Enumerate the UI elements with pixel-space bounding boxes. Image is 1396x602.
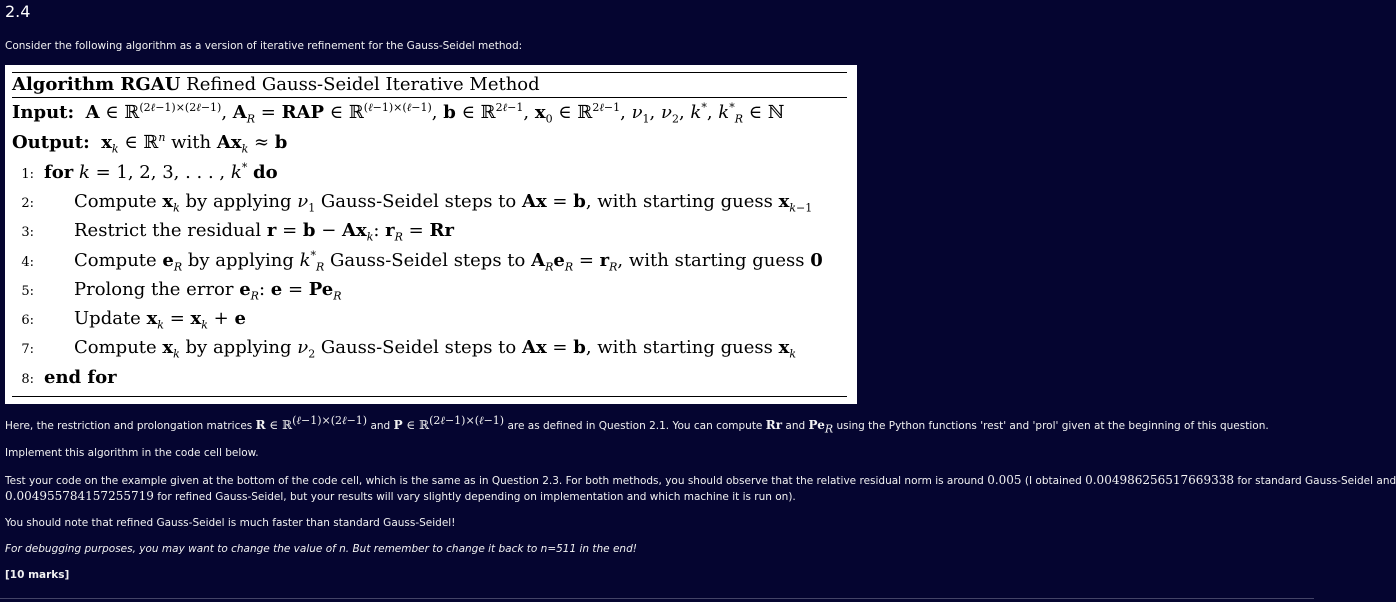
step-4: 4: Compute $e_R$ by applying $k^*_R$ Gauss-Seidel steps to $A_Re_R = r_R$, with starting guess 0: [21, 249, 823, 274]
value-refined: 0.004955784157255719: [5, 489, 154, 503]
cell-divider: [0, 598, 1314, 599]
math-Rr: Rr: [765, 418, 783, 432]
value-around: 0.005: [987, 473, 1022, 487]
algorithm-box: [5, 65, 857, 404]
step-1-text: for k = 1, 2, 3, . . . , k* do: [44, 161, 278, 183]
output-line: [12, 131, 287, 155]
step-1: 1: for k = 1, 2, 3, . . . , k* do: [21, 161, 278, 183]
question-heading: 2.4: [5, 2, 31, 21]
step-8: 8: end for: [21, 367, 117, 388]
input-spec: A ∈ ℝ$^{(2\ell-1)\times(2\ell-1)}$, $A_R$ = RAP ∈ ℝ$^{(\ell-1)\times(\ell-1)}$, b ∈ ℝ$^{2\ell-1}$, $x_0$ ∈ ℝ$^{2\ell-1}$, $\nu_1$, $\nu_2$, k*, $k^*_R$ ∈ ℕ: [85, 101, 785, 126]
paragraph-test-line1: Test your code on the example given at the bottom of the code cell, which is the same as in Question 2.3. For both methods, you should observe that the relative residual norm is around 0.005 (I obtained 0.004986256517669338 for standard Gauss-Seidel and: [5, 473, 1396, 487]
paragraph-debug: For debugging purposes, you may want to change the value of n. But remember to change it back to n=511 in the end!: [5, 543, 637, 555]
step-5: 5: Prolong the error $e_R$: $e = Pe_R$: [21, 279, 342, 303]
step-6: 6: Update $x_k = x_k + e$: [21, 308, 246, 332]
paragraph-note: You should note that refined Gauss-Seidel is much faster than standard Gauss-Seidel!: [5, 517, 456, 529]
title-rule: [12, 97, 847, 98]
math-PeR: $Pe_R$: [808, 418, 834, 436]
algorithm-name: Algorithm RGAU: [12, 74, 181, 95]
input-line: [12, 101, 784, 125]
math-P: P ∈ ℝ$^{(2\ell-1)\times(\ell-1)}$: [393, 414, 505, 432]
step-2: 2: Compute $x_k$ by applying $\nu_1$ Gauss-Seidel steps to Ax = b, with starting guess $x_{k-1}$: [21, 191, 813, 215]
output-label: Output:: [12, 132, 90, 153]
step-2-text: Compute $x_k$ by applying $\nu_1$ Gauss-Seidel steps to Ax = b, with starting guess $x_{k-1}$: [74, 191, 813, 215]
step-8-text: end for: [44, 367, 117, 388]
paragraph-test-line2: 0.004955784157255719 for refined Gauss-Seidel, but your results will vary slightly depending on implementation and which machine it is run on).: [5, 489, 796, 503]
paragraph-matrices: Here, the restriction and prolongation matrices R ∈ ℝ$^{(\ell-1)\times(2\ell-1)}$ and P ∈ ℝ$^{(2\ell-1)\times(\ell-1)}$ are as defined in Question 2.1. You can compute Rr and $Pe_R$ using the Python functions 'rest' and 'prol' given at the beginning of this question.: [5, 414, 1269, 436]
input-label: Input:: [12, 102, 75, 123]
step-6-text: Update $x_k = x_k + e$: [74, 308, 246, 332]
algorithm-title: [12, 73, 540, 97]
algorithm-title-text: Refined Gauss-Seidel Iterative Method: [186, 74, 540, 95]
step-5-text: Prolong the error $e_R$: $e = Pe_R$: [74, 279, 342, 303]
step-4-text: Compute $e_R$ by applying $k^*_R$ Gauss-Seidel steps to $A_Re_R = r_R$, with starting guess 0: [74, 249, 823, 274]
step-7-text: Compute $x_k$ by applying $\nu_2$ Gauss-Seidel steps to Ax = b, with starting guess $x_k$: [74, 337, 796, 361]
marks-label: [10 marks]: [5, 569, 70, 581]
step-7: 7: Compute $x_k$ by applying $\nu_2$ Gauss-Seidel steps to Ax = b, with starting guess $x_k$: [21, 337, 796, 361]
math-R: R ∈ ℝ$^{(\ell-1)\times(2\ell-1)}$: [255, 414, 368, 432]
paragraph-implement: Implement this algorithm in the code cell below.: [5, 447, 259, 459]
intro-text: Consider the following algorithm as a version of iterative refinement for the Gauss-Seidel method:: [5, 40, 523, 52]
step-3-text: Restrict the residual $r = b - Ax_k$: $r_R = Rr$: [74, 220, 454, 244]
value-standard: 0.004986256517669338: [1085, 473, 1234, 487]
bottom-rule: [12, 396, 847, 397]
step-3: 3: Restrict the residual $r = b - Ax_k$: $r_R = Rr$: [21, 220, 454, 244]
output-spec: $x_k$ ∈ ℝ$^n$ with $Ax_k \approx b$: [101, 131, 288, 156]
